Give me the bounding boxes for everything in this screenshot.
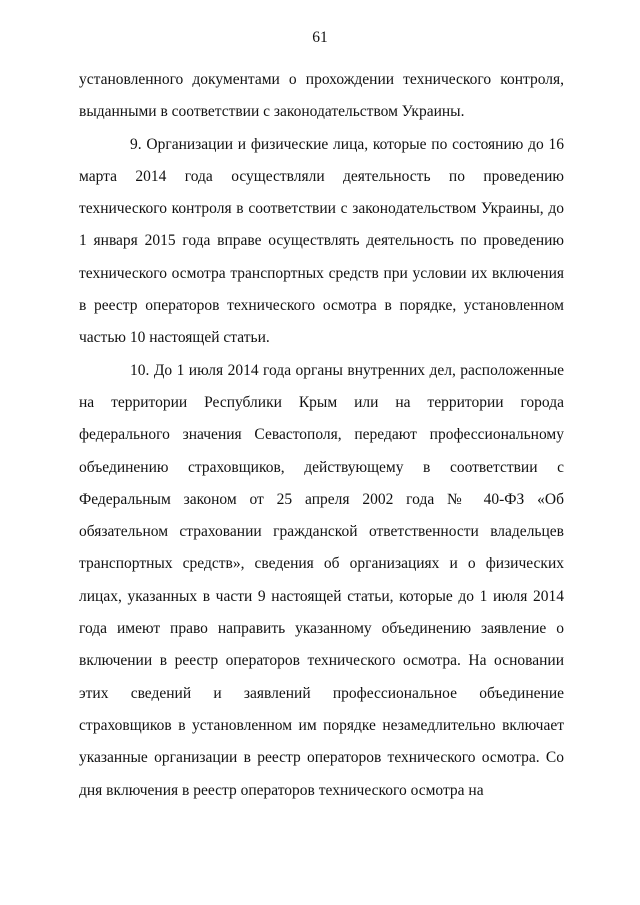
paragraph-item-10: 10. До 1 июля 2014 года органы внутренних дел, расположенные на территории Республики Крым или на территории города федерального значения Севастополя, передают профессиональному объединению страховщиков, действующему в соответствии с Федеральным законом от 25 апреля 2002 года № 40-ФЗ «Об обязательном страховании гражданской ответственности владельцев транспортных средств», сведения об организациях и о физических лицах, указанных в части 9 настоящей статьи, которые до 1 июля 2014 года имеют право направить указанному объединению заявление о включении в реестр операторов технического осмотра. На основании этих сведений и заявлений профессиональное объединение страховщиков в установленном им порядке незамедлительно включает указанные организации в реестр операторов технического осмотра. Со дня включения в реестр операторов технического осмотра на — [79, 361, 564, 799]
document-body — [79, 64, 564, 807]
page-number: 61 — [312, 29, 328, 46]
paragraph-continuation: установленного документами о прохождении технического контроля, выданными в соответствии с законодательством Украины. — [79, 71, 564, 121]
paragraph-item-9: 9. Организации и физические лица, которые по состоянию до 16 марта 2014 года осуществляли деятельность по проведению технического контроля в соответствии с законодательством Украины, до 1 января 2015 года вправе осуществлять деятельность по проведению технического осмотра транспортных средств при условии их включения в реестр операторов технического осмотра в порядке, установленном частью 10 настоящей статьи. — [79, 135, 564, 347]
